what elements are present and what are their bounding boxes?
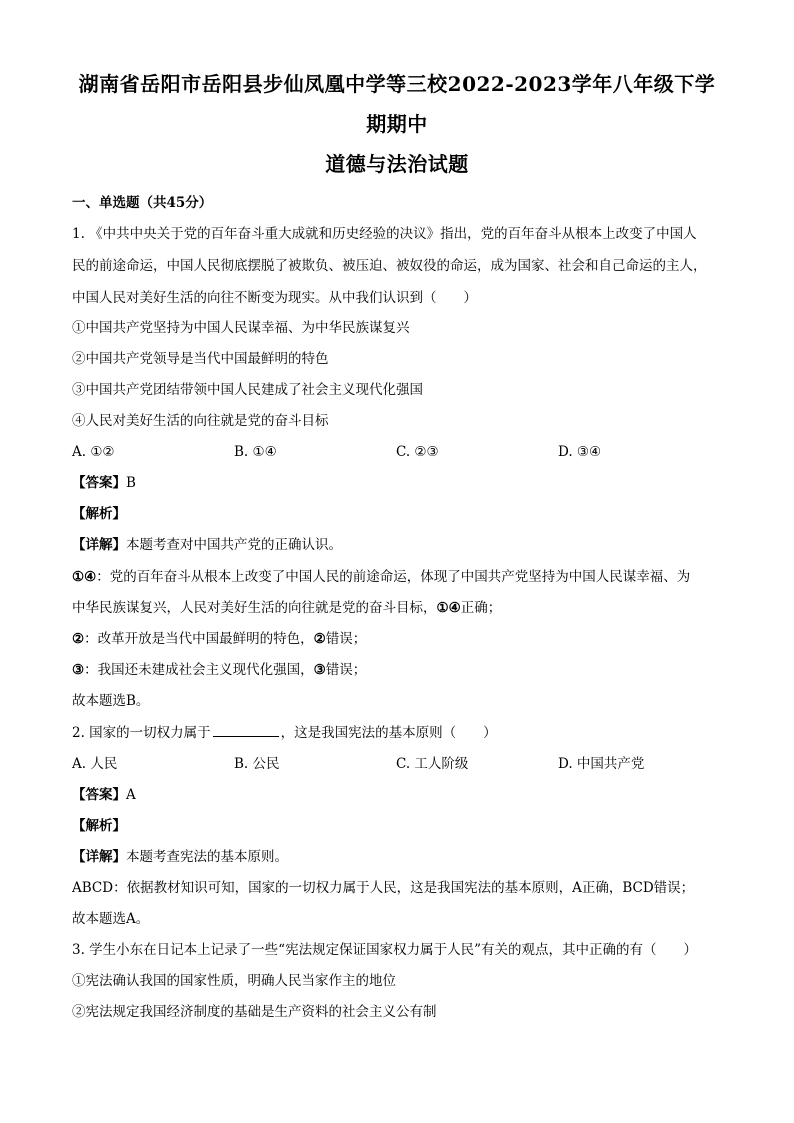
q1-detail [72, 535, 732, 555]
q1-statement-2: ②中国共产党领导是当代中国最鲜明的特色 [72, 351, 329, 367]
q2-answer-label: 【答案】 [72, 787, 126, 803]
q1-detail-label: 【详解】 [72, 537, 126, 553]
q2-option-a: A. 人民 [72, 756, 118, 772]
q1-stem-line3: 中国人民对美好生活的向往不断变为现实。从中我们认识到（ ） [72, 290, 477, 306]
q2-analysis-label: 【解析】 [72, 818, 126, 834]
q1-explain-2-key: ② [72, 631, 85, 647]
q1-explain-3-key: ③ [72, 662, 85, 678]
q1-option-a: A. ①② [72, 444, 115, 460]
q2-option-c: C. 工人阶级 [396, 756, 469, 772]
q1-explain-3-key2: ③ [313, 662, 326, 678]
q1-explain-1-text2: 中华民族谋复兴，人民对美好生活的向往就是党的奋斗目标， [72, 600, 437, 616]
q1-option-d: D. ③④ [558, 444, 602, 460]
q1-explain-1-end: 正确； [460, 600, 502, 616]
q2-conclusion: 故本题选A。 [72, 911, 150, 927]
q1-answer-value: B [126, 475, 136, 491]
q2-fill-blank [213, 722, 279, 737]
doc-title-line2: 期期中 [366, 112, 428, 136]
q2-detail-label: 【详解】 [72, 849, 126, 865]
q3-stem: 3. 学生小东在日记本上记录了一些“宪法规定保证国家权力属于人民”有关的观点，其中正确的有（ ） [72, 942, 697, 958]
q1-explain-2-key2: ② [313, 631, 326, 647]
q1-detail-text: 本题考查对中国共产党的正确认识。 [126, 537, 342, 553]
q1-explain-1-text: ：党的百年奋斗从根本上改变了中国人民的前途命运，体现了中国共产党坚持为中国人民谋幸福、为 [96, 569, 691, 585]
section-heading: 一、单选题（共45分） [72, 195, 213, 211]
q1-answer [72, 473, 732, 493]
q1-option-b: B. ①④ [234, 444, 277, 460]
q1-statement-4: ④人民对美好生活的向往就是党的奋斗目标 [72, 413, 329, 429]
q2-detail [72, 847, 732, 867]
q1-explain-1-line1 [72, 567, 732, 587]
q2-detail-text: 本题考查宪法的基本原则。 [126, 849, 288, 865]
q1-explain-1-key: ①④ [72, 569, 97, 585]
doc-title-line1: 湖南省岳阳市岳阳县步仙凤凰中学等三校2022-2023学年八年级下学 [78, 72, 716, 96]
q1-statement-3: ③中国共产党团结带领中国人民建成了社会主义现代化强国 [72, 382, 423, 398]
q1-option-c: C. ②③ [396, 444, 439, 460]
q1-explain-2 [72, 629, 732, 649]
q1-explain-1-line2 [72, 598, 732, 618]
q2-answer [72, 785, 732, 805]
q1-explain-3-end: 错误； [325, 662, 367, 678]
q1-stem-line2: 民的前途命运，中国人民彻底摆脱了被欺负、被压迫、被奴役的命运，成为国家、社会和自己命运的主人， [72, 258, 707, 274]
q2-explain: ABCD：依据教材知识可知，国家的一切权力属于人民，这是我国宪法的基本原则，A正确，BCD错误； [72, 880, 695, 896]
q1-explain-2-text: ：改革开放是当代中国最鲜明的特色， [84, 631, 314, 647]
q1-explain-3-text: ：我国还未建成社会主义现代化强国， [84, 662, 314, 678]
q1-conclusion: 故本题选B。 [72, 693, 150, 709]
q2-stem [72, 722, 732, 743]
q2-stem-pre: 2. 国家的一切权力属于 [72, 725, 211, 741]
q3-statement-1: ①宪法确认我国的国家性质，明确人民当家作主的地位 [72, 973, 396, 989]
q1-explain-1-key2: ①④ [436, 600, 461, 616]
q1-stem-line1: 1. 《中共中央关于党的百年奋斗重大成就和历史经验的决议》指出，党的百年奋斗从根本上改变了中国人 [72, 226, 697, 242]
doc-subtitle: 道德与法治试题 [325, 152, 469, 176]
q1-statement-1: ①中国共产党坚持为中国人民谋幸福、为中华民族谋复兴 [72, 320, 410, 336]
q2-option-b: B. 公民 [234, 756, 280, 772]
q1-explain-2-end: 错误； [325, 631, 367, 647]
q1-answer-label: 【答案】 [72, 475, 126, 491]
q3-statement-2: ②宪法规定我国经济制度的基础是生产资料的社会主义公有制 [72, 1004, 437, 1020]
q2-option-d: D. 中国共产党 [558, 756, 645, 772]
q1-analysis-label: 【解析】 [72, 506, 126, 522]
q1-explain-3 [72, 660, 732, 680]
q2-answer-value: A [126, 787, 136, 803]
q2-stem-post: ，这是我国宪法的基本原则（ ） [280, 725, 497, 741]
